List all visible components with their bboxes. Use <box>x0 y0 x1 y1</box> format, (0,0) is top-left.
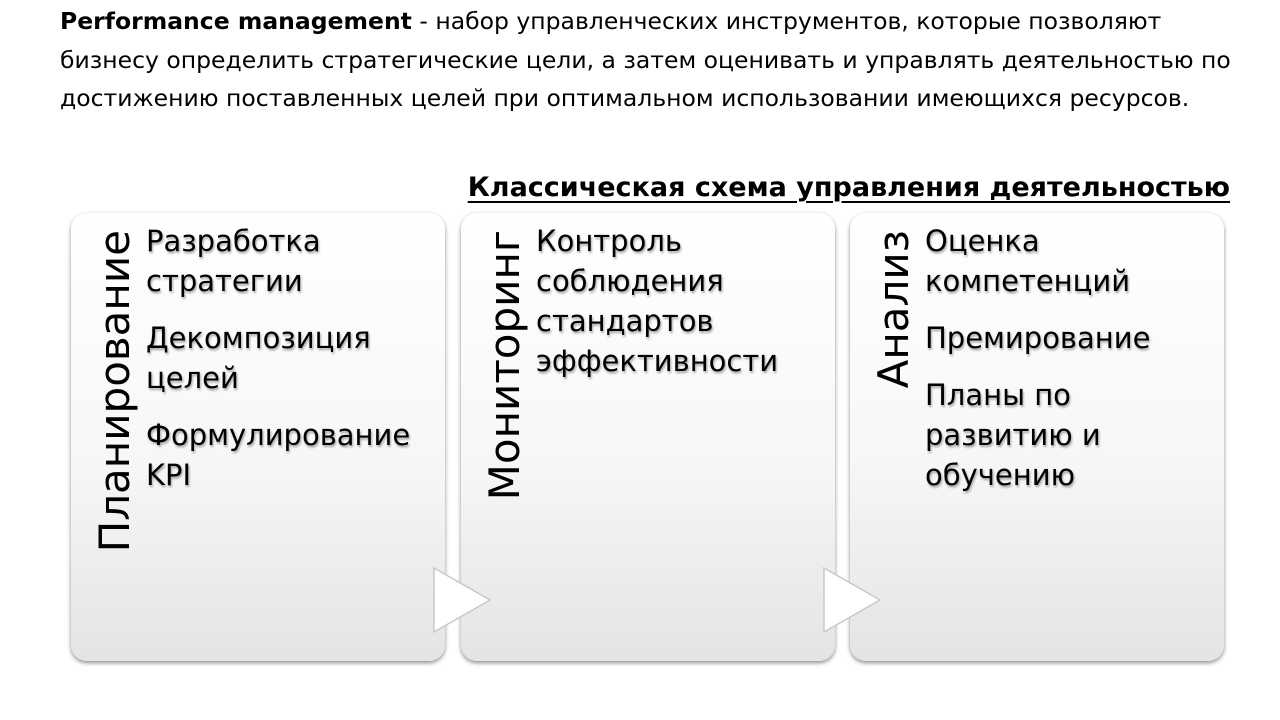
stage-item: Контроль соблюдения стандартов эффективности <box>536 224 779 378</box>
stage-item: Премирование <box>925 321 1151 355</box>
stage-analysis <box>850 213 1224 661</box>
stage-item: Декомпозиция целей <box>146 321 371 395</box>
stage-item: Планы по развитию и обучению <box>925 378 1101 492</box>
stage-planning <box>71 213 445 661</box>
stage-label: Мониторинг <box>480 230 529 501</box>
scheme-title: Классическая схема управления деятельностью <box>467 172 1230 203</box>
arrow-shape <box>824 568 880 632</box>
arrow-shape <box>434 568 490 632</box>
stage-item: Разработка стратегии <box>146 224 321 298</box>
intro-paragraph <box>60 2 1240 118</box>
intro-definition: - набор управленческих инструментов, которые позволяют бизнесу определить стратегические цели, а затем оценивать и управлять деятельностью по достижению поставленных целей при оптимальном использовании имеющихся ресурсов. <box>60 7 1231 112</box>
stage-items <box>925 221 1218 512</box>
stage-items <box>146 221 439 512</box>
stage-label: Планирование <box>90 230 139 553</box>
stage-monitoring <box>461 213 835 661</box>
flow-arrow-icon <box>822 566 884 634</box>
stage-items <box>536 221 829 398</box>
stage-item: Формулирование KPI <box>146 418 411 492</box>
flow-arrow-icon <box>432 566 494 634</box>
stage-item: Оценка компетенций <box>925 224 1131 298</box>
intro-term: Performance management <box>60 7 412 35</box>
stage-label: Анализ <box>869 230 918 389</box>
